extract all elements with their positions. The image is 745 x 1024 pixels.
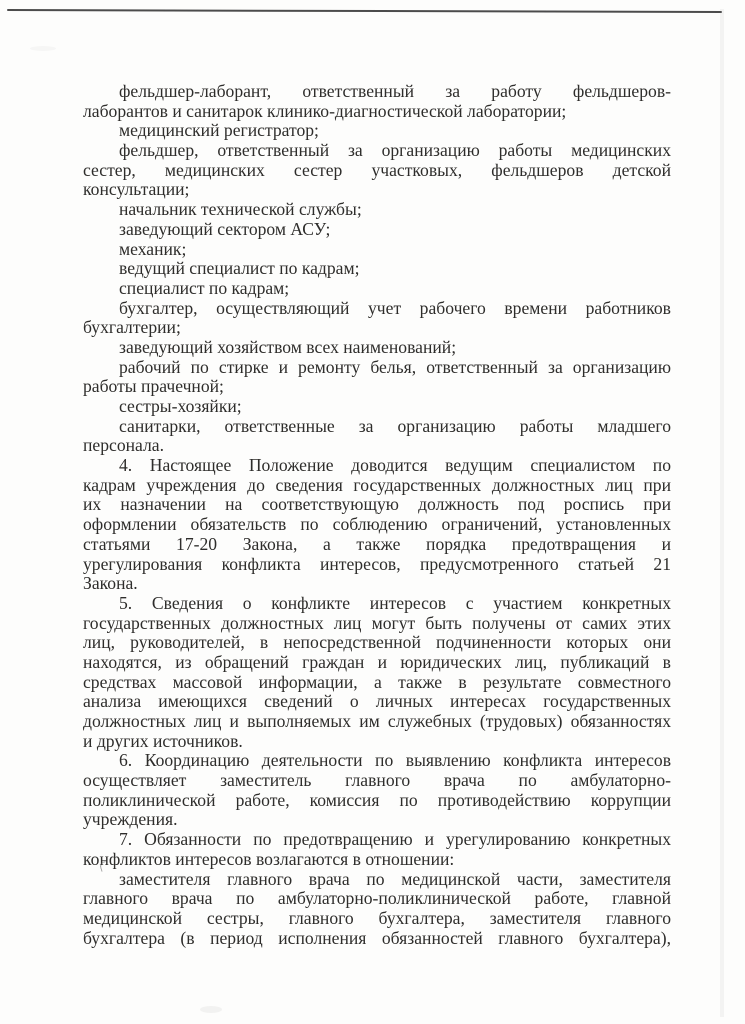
text-line: 4. Настоящее Положение доводится ведущим специалистом по: [119, 456, 671, 476]
scan-artifact: [200, 1006, 222, 1013]
paragraph: [83, 141, 671, 200]
text-line: заведующий хозяйством всех наименований;: [119, 337, 457, 357]
text-line: находятся, из обращений граждан и юридических лиц, публикаций в: [83, 652, 671, 672]
text-line: урегулирования конфликта интересов, предусмотренного статьей 21: [83, 554, 671, 574]
paragraph: [83, 82, 671, 121]
text-line: механик;: [119, 239, 187, 259]
text-line: специалист по кадрам;: [119, 278, 290, 298]
paragraph: [83, 456, 671, 594]
scan-artifact: [30, 46, 56, 51]
text-line: государственных должностных лиц могут быть получены от самих этих: [83, 613, 671, 633]
paragraph: [83, 220, 671, 240]
text-line: сестры-хозяйки;: [119, 397, 242, 416]
text-line: ведущий специалист по кадрам;: [119, 259, 360, 279]
paragraph: [83, 240, 671, 260]
paragraph: [83, 870, 671, 949]
text-line: консультации;: [83, 180, 190, 200]
text-line: рабочий по стирке и ремонту белья, ответственный за организацию: [119, 357, 671, 377]
text-line: осуществляет заместитель главного врача по амбулаторно-: [83, 771, 671, 791]
paragraph: [83, 417, 671, 456]
text-line: персонала.: [83, 436, 164, 456]
scan-edge-shadow: [720, 9, 724, 1017]
text-line: начальник технической службы;: [119, 200, 362, 220]
paragraph: [83, 279, 671, 299]
paragraph: [83, 200, 671, 220]
text-line: лаборантов и санитарок клинико-диагностической лаборатории;: [83, 101, 567, 121]
text-line: учреждения.: [83, 810, 178, 830]
text-line: работы прачечной;: [83, 377, 224, 397]
paragraph: [83, 397, 671, 417]
text-line: фельдшер-лаборант, ответственный за работу фельдшеров-: [119, 82, 671, 101]
text-line: главного врача по амбулаторно-поликлинической работе, главной: [83, 889, 671, 909]
paragraph: [83, 121, 671, 141]
text-line: 5. Сведения о конфликте интересов с участием конкретных: [119, 593, 671, 613]
text-line: кадрам учреждения до сведения государственных должностных лиц при: [83, 475, 671, 495]
text-line: бухгалтера (в период исполнения обязанностей главного бухгалтера),: [83, 928, 671, 948]
text-line: бухгалтер, осуществляющий учет рабочего времени работников: [119, 298, 671, 318]
text-line: лиц, руководителей, в непосредственной подчиненности которых они: [83, 633, 671, 653]
paragraph: [83, 358, 671, 397]
text-line: заместителя главного врача по медицинской части, заместителя: [119, 869, 671, 889]
text-line: 7. Обязанности по предотвращению и урегулированию конкретных: [119, 830, 671, 850]
paragraph: [83, 259, 671, 279]
paragraph: [83, 299, 671, 338]
text-line: поликлинической работе, комиссия по противодействию коррупции: [83, 790, 671, 810]
paragraph: [83, 338, 671, 358]
text-line: сестер, медицинских сестер участковых, фельдшеров детской: [83, 160, 671, 180]
text-line: должностных лиц и выполняемых им служебных (трудовых) обязанностях: [83, 712, 671, 731]
text-line: оформлении обязательств по соблюдению ограничений, установленных: [83, 515, 671, 535]
text-line: фельдшер, ответственный за организацию работы медицинских: [119, 141, 671, 161]
text-line: анализа имеющихся сведений о личных интересах государственных: [83, 692, 671, 712]
text-line: их назначении на соответствующую должность под роспись при: [83, 495, 671, 515]
document-body-text: [83, 82, 671, 948]
text-line: медицинской сестры, главного бухгалтера, заместителя главного: [83, 908, 671, 928]
text-line: санитарки, ответственные за организацию работы младшего: [119, 416, 671, 436]
page-top-border-line: [7, 9, 722, 13]
text-line: Закона.: [83, 574, 138, 594]
text-line: статьями 17-20 Закона, а также порядка предотвращения и: [83, 534, 671, 554]
text-line: 6. Координацию деятельности по выявлению конфликта интересов: [119, 751, 671, 771]
text-line: бухгалтерии;: [83, 318, 181, 338]
text-line: медицинский регистратор;: [119, 121, 319, 141]
text-line: конфликтов интересов возлагаются в отношении:: [83, 849, 455, 869]
paragraph: [83, 751, 671, 830]
paragraph: [83, 594, 671, 752]
text-line: средствах массовой информации, а также в результате совместного: [83, 672, 671, 692]
text-line: и других источников.: [83, 731, 243, 751]
paragraph: [83, 830, 671, 869]
text-line: заведующий сектором АСУ;: [119, 219, 331, 239]
